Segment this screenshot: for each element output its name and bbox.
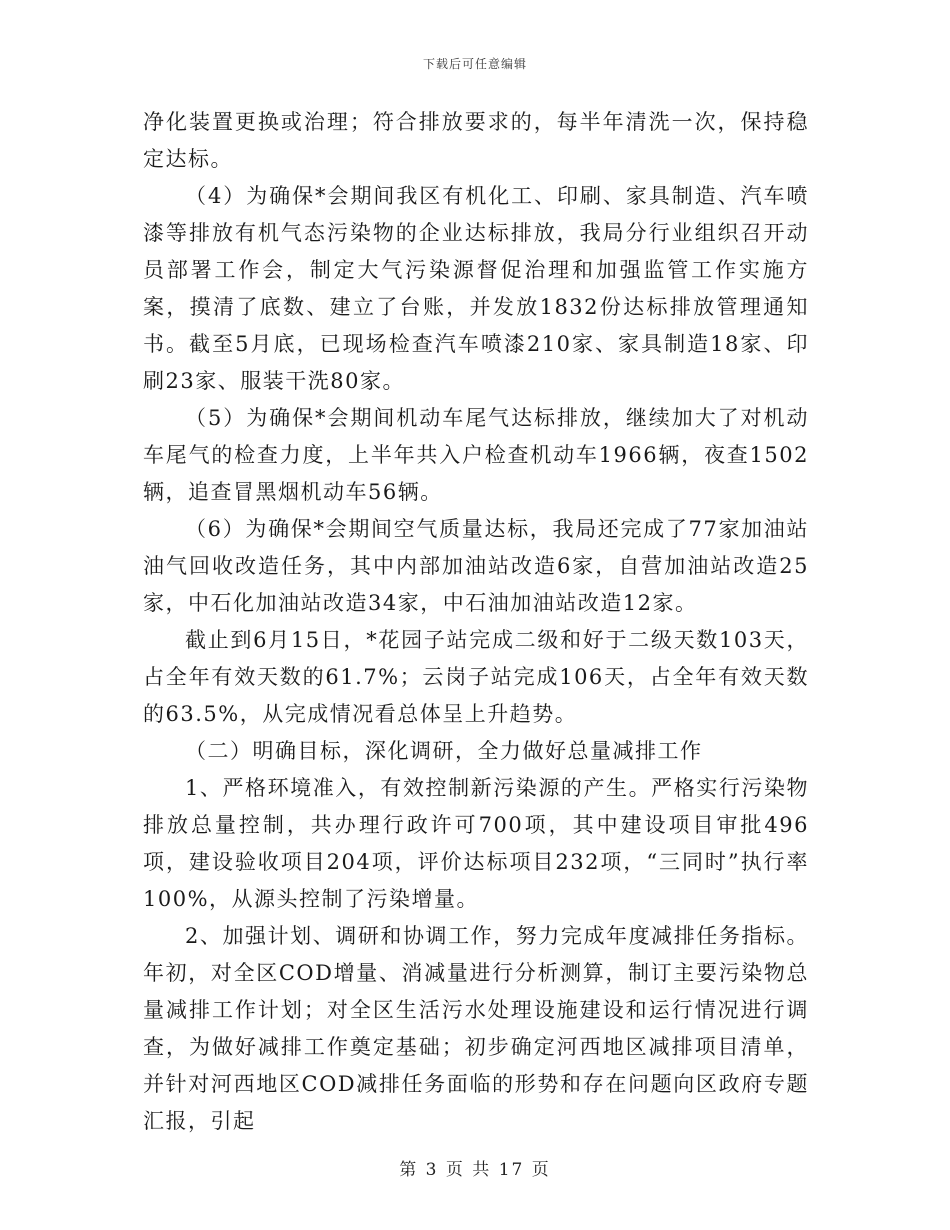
paragraph-item-4: （4）为确保*会期间我区有机化工、印刷、家具制造、汽车喷漆等排放有机气态污染物的企业达标排放，我局分行业组织召开动员部署工作会，制定大气污染源督促治理和加强监管工作实施方案，摸清了底数、建立了台账，并发放1832份达标排放管理通知书。截至5月底，已现场检查汽车喷漆210家、家具制造18家、印刷23家、服装干洗80家。 bbox=[143, 184, 809, 393]
paragraph-point-1: 1、严格环境准入，有效控制新污染源的产生。严格实行污染物排放总量控制，共办理行政许可700项，其中建设项目审批496项，建设验收项目204项，评价达标项目232项，“三同时”执行率100%，从源头控制了污染增量。 bbox=[143, 776, 809, 911]
section-heading-emission-reduction: （二）明确目标，深化调研，全力做好总量减排工作 bbox=[185, 739, 703, 763]
paragraph-item-6: （6）为确保*会期间空气质量达标，我局还完成了77家加油站油气回收改造任务，其中内部加油站改造6家，自营加油站改造25家，中石化加油站改造34家，中石油加油站改造12家。 bbox=[143, 517, 809, 615]
paragraph-point-2: 2、加强计划、调研和协调工作，努力完成年度减排任务指标。年初，对全区COD增量、消减量进行分析测算，制订主要污染物总量减排工作计划；对全区生活污水处理设施建设和运行情况进行调查，为做好减排工作奠定基础；初步确定河西地区减排项目清单，并针对河西地区COD减排任务面临的形势和存在问题向区政府专题汇报，引起 bbox=[143, 924, 809, 1133]
paragraph-item-5: （5）为确保*会期间机动车尾气达标排放，继续加大了对机动车尾气的检查力度，上半年共入户检查机动车1966辆，夜查1502辆，追查冒黑烟机动车56辆。 bbox=[143, 406, 809, 504]
page-number: 第 3 页 共 17 页 bbox=[399, 1160, 551, 1180]
paragraph-air-quality-summary: 截止到6月15日，*花园子站完成二级和好于二级天数103天，占全年有效天数的61.7%；云岗子站完成106天，占全年有效天数的63.5%，从完成情况看总体呈上升趋势。 bbox=[143, 628, 809, 726]
document-body bbox=[143, 104, 809, 1140]
paragraph-continuation: 净化装置更换或治理；符合排放要求的，每半年清洗一次，保持稳定达标。 bbox=[143, 110, 809, 171]
page-header-note: 下载后可任意编辑 bbox=[422, 57, 527, 71]
